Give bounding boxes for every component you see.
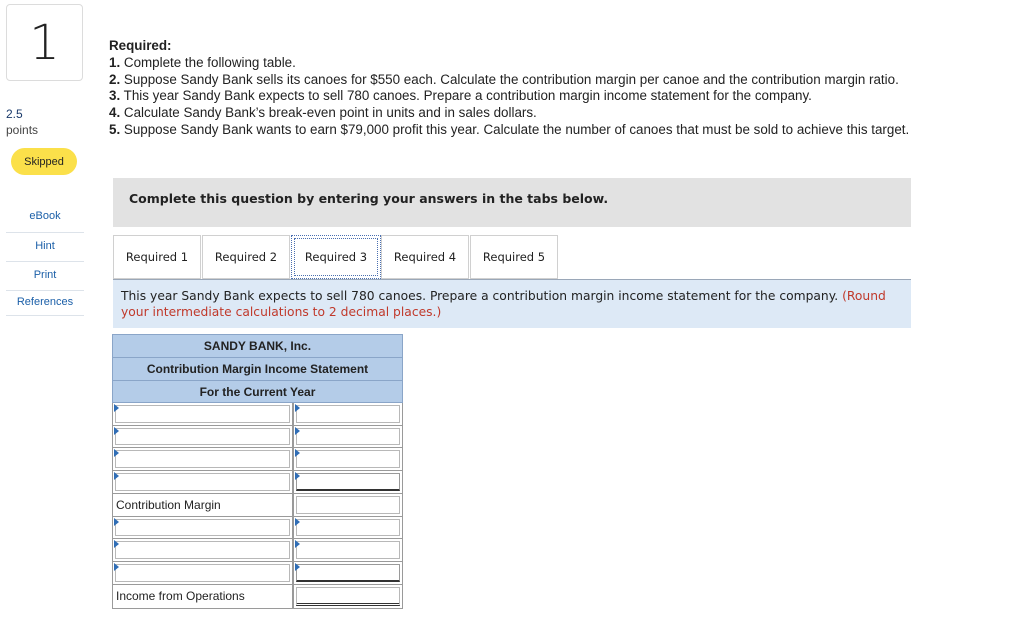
tab-required-3[interactable]: Required 3 — [291, 235, 381, 279]
skipped-badge: Skipped — [11, 148, 77, 175]
amount-cell — [293, 471, 403, 494]
points-label: points — [6, 123, 39, 137]
table-row — [112, 494, 403, 517]
label-input[interactable] — [115, 473, 290, 491]
income-from-operations-label: Income from Operations — [112, 585, 293, 609]
prompt-text: This year Sandy Bank expects to sell 780 canoes. Prepare a contribution margin income statement for the company. — [121, 289, 839, 303]
references-link[interactable]: References — [6, 290, 84, 316]
dropdown-marker-icon — [114, 563, 119, 571]
dropdown-marker-icon — [114, 518, 119, 526]
dropdown-marker-icon — [295, 472, 300, 480]
tab-required-4[interactable]: Required 4 — [381, 235, 469, 279]
contribution-margin-input[interactable] — [296, 496, 400, 514]
amount-cell — [293, 585, 403, 609]
income-statement — [112, 334, 403, 609]
dropdown-marker-icon — [114, 449, 119, 457]
label-input[interactable] — [115, 450, 290, 468]
table-row — [112, 539, 403, 562]
dropdown-marker-icon — [295, 404, 300, 412]
label-input[interactable] — [115, 541, 290, 559]
label-cell — [112, 403, 293, 426]
required-item-number: 1. — [109, 54, 121, 70]
required-item — [109, 55, 999, 72]
dropdown-marker-icon — [295, 540, 300, 548]
statement-period: For the Current Year — [112, 380, 403, 403]
required-item — [109, 88, 999, 105]
print-link[interactable]: Print — [6, 261, 84, 290]
question-number: 1 — [6, 4, 83, 81]
label-cell — [112, 517, 293, 540]
amount-cell — [293, 426, 403, 449]
required-item-text: Suppose Sandy Bank wants to earn $79,000 profit this year. Calculate the number of canoes that must be sold to achieve this target. — [123, 121, 910, 137]
required-item — [109, 72, 999, 89]
dropdown-marker-icon — [295, 427, 300, 435]
required-section — [109, 38, 999, 139]
label-input[interactable] — [115, 564, 290, 582]
dropdown-marker-icon — [295, 449, 300, 457]
required-item-number: 2. — [109, 71, 121, 87]
required-item-number: 4. — [109, 105, 121, 121]
table-row — [112, 585, 403, 609]
points-value: 2.5 — [6, 107, 23, 121]
sidebar-links — [6, 203, 84, 316]
amount-input[interactable] — [296, 519, 400, 537]
income-from-operations-input[interactable] — [296, 587, 400, 606]
amount-input[interactable] — [296, 450, 400, 468]
required-item — [109, 105, 999, 122]
required-item — [109, 122, 999, 139]
statement-title: Contribution Margin Income Statement — [112, 357, 403, 380]
table-row — [112, 403, 403, 426]
prompt-note: (Round your intermediate calculations to 2 decimal places.) — [121, 289, 886, 319]
label-cell — [112, 539, 293, 562]
amount-input[interactable] — [296, 428, 400, 446]
tab-required-5[interactable]: Required 5 — [470, 235, 558, 279]
amount-input[interactable] — [296, 564, 400, 582]
required-heading: Required: — [109, 38, 172, 53]
required-item-number: 5. — [109, 121, 121, 137]
amount-cell — [293, 403, 403, 426]
instruction-banner: Complete this question by entering your answers in the tabs below. — [113, 178, 911, 227]
dropdown-marker-icon — [295, 563, 300, 571]
amount-cell — [293, 448, 403, 471]
required-item-text: This year Sandy Bank expects to sell 780 canoes. Prepare a contribution margin income statement for the company. — [123, 88, 812, 104]
amount-input[interactable] — [296, 541, 400, 559]
amount-cell — [293, 517, 403, 540]
tab-required-2[interactable]: Required 2 — [202, 235, 290, 279]
statement-company: SANDY BANK, Inc. — [112, 334, 403, 357]
table-row — [112, 471, 403, 494]
label-input[interactable] — [115, 519, 290, 537]
contribution-margin-label: Contribution Margin — [112, 494, 293, 517]
dropdown-marker-icon — [114, 540, 119, 548]
label-cell — [112, 426, 293, 449]
required-item-text: Complete the following table. — [123, 54, 296, 70]
amount-cell — [293, 494, 403, 517]
dropdown-marker-icon — [114, 472, 119, 480]
required-item-text: Calculate Sandy Bank’s break-even point in units and in sales dollars. — [123, 105, 537, 121]
amount-cell — [293, 539, 403, 562]
label-cell — [112, 471, 293, 494]
label-cell — [112, 562, 293, 585]
label-input[interactable] — [115, 428, 290, 446]
tab-prompt — [113, 280, 911, 328]
dropdown-marker-icon — [114, 427, 119, 435]
dropdown-marker-icon — [114, 404, 119, 412]
tab-required-1[interactable]: Required 1 — [113, 235, 201, 279]
label-input[interactable] — [115, 405, 290, 423]
hint-link[interactable]: Hint — [6, 232, 84, 261]
amount-input[interactable] — [296, 405, 400, 423]
ebook-link[interactable]: eBook — [29, 210, 61, 222]
table-row — [112, 426, 403, 449]
required-item-number: 3. — [109, 88, 121, 104]
table-row — [112, 517, 403, 540]
table-row — [112, 448, 403, 471]
required-item-text: Suppose Sandy Bank sells its canoes for $550 each. Calculate the contribution margin per canoe and the contribution margin ratio. — [123, 71, 899, 87]
table-row — [112, 562, 403, 585]
dropdown-marker-icon — [295, 518, 300, 526]
label-cell — [112, 448, 293, 471]
amount-input[interactable] — [296, 473, 400, 491]
amount-cell — [293, 562, 403, 585]
